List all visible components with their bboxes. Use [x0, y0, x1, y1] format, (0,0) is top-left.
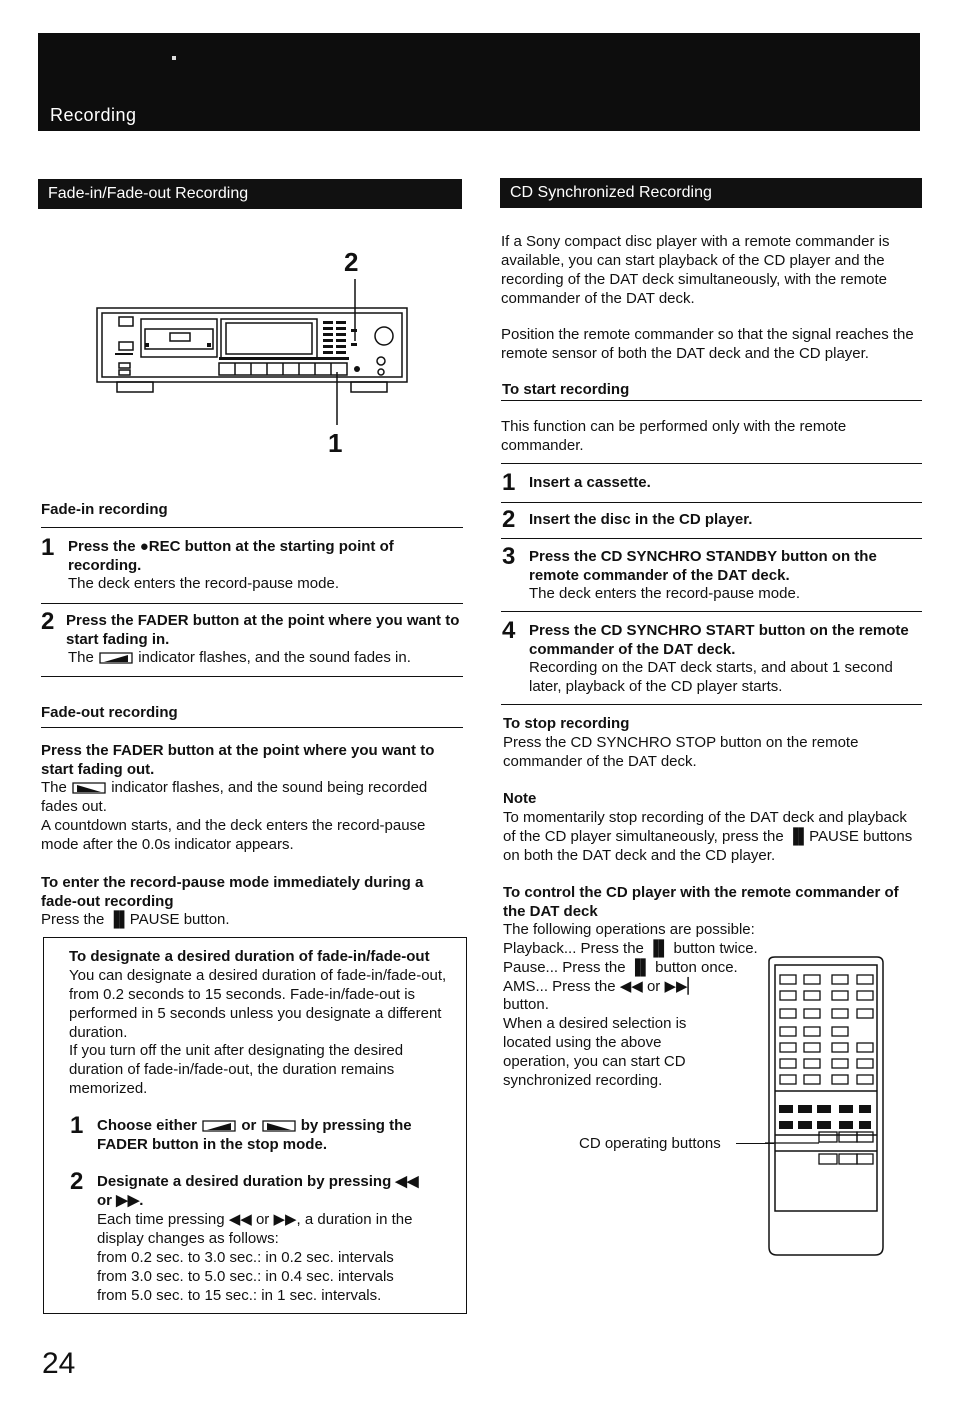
control-line: When a desired selection is: [503, 1015, 687, 1032]
step-title: Press the ●REC button at the starting point of recording.: [68, 538, 394, 574]
step-number: 1: [70, 1112, 84, 1139]
section-heading-cd: CD Synchronized Recording: [500, 178, 922, 208]
fade-in-heading: Fade-in recording: [41, 501, 168, 518]
step-number: 3: [502, 543, 516, 570]
step-number: 4: [502, 617, 516, 644]
divider: [501, 502, 922, 503]
box-para2: If you turn off the unit after designating the desired duration of fade-in/fade-out, the duration remains memorized.: [69, 1042, 404, 1097]
header-banner: [38, 33, 920, 131]
box-heading: To designate a desired duration of fade-in/fade-out: [69, 948, 430, 965]
control-line: located using the above: [503, 1034, 662, 1051]
stop-body: Press the CD SYNCHRO STOP button on the remote commander of the DAT deck.: [503, 734, 859, 770]
note-heading: Note: [503, 790, 537, 807]
control-line: synchronized recording.: [503, 1072, 663, 1089]
page-title: Recording: [50, 105, 137, 125]
step-title: Press the FADER button at the point where you want to start fading in.: [66, 612, 460, 648]
fade-out-instruction: Press the FADER button at the point where you want to start fading out.: [41, 742, 435, 778]
step1-pre: Choose either: [97, 1117, 198, 1134]
step-number: 2: [70, 1168, 84, 1195]
intro-para2: Position the remote commander so that the signal reaches the remote sensor of both the DAT deck and the CD player.: [501, 326, 914, 362]
step-title: Press the CD SYNCHRO START button on the remote commander of the DAT deck.: [529, 622, 909, 658]
step-number: 2: [41, 608, 55, 635]
box-para1: You can designate a desired duration of fade-in/fade-out, from 0.2 seconds to 15 seconds. Fade-in/fade-out is performed in 5 seconds unless you designate a different duration.: [69, 967, 447, 1041]
step-number: 1: [502, 469, 516, 496]
body-post: indicator flashes, and the sound being recorded fades out.: [41, 779, 428, 815]
start-heading: To start recording: [502, 381, 630, 398]
control-heading: To control the CD player with the remote commander of the DAT deck: [503, 884, 899, 920]
fade-in-indicator-icon: [98, 651, 134, 665]
banner-dot: [172, 56, 176, 60]
fade-out-heading: Fade-out recording: [41, 704, 178, 721]
divider: [41, 603, 463, 604]
control-line: AMS... Press the ◀◀ or ▶▶▏: [503, 978, 700, 995]
step-body: The deck enters the record-pause mode.: [529, 585, 800, 602]
interval-line: from 3.0 sec. to 5.0 sec.: in 0.4 sec. intervals: [97, 1268, 394, 1285]
divider: [41, 527, 463, 528]
step1-mid: or: [241, 1117, 257, 1134]
pause-body: Press the ▐▌PAUSE button.: [41, 911, 230, 928]
divider: [41, 727, 463, 728]
note-body: To momentarily stop recording of the DAT deck and playback of the CD player simultaneously, press the ▐▌PAUSE buttons on both the DAT deck and the CD player.: [503, 809, 913, 864]
divider: [41, 676, 463, 677]
interval-line: from 0.2 sec. to 3.0 sec.: in 0.2 sec. intervals: [97, 1249, 394, 1266]
step-title: Press the CD SYNCHRO STANDBY button on the remote commander of the DAT deck.: [529, 548, 877, 584]
step-body: The deck enters the record-pause mode.: [68, 575, 339, 592]
divider: [501, 538, 922, 539]
control-line: Pause... Press the ▐▌ button once.: [503, 959, 738, 976]
step-body: Recording on the DAT deck starts, and about 1 second later, playback of the CD player starts.: [529, 659, 893, 695]
stop-heading: To stop recording: [503, 715, 630, 732]
control-line: operation, you can start CD: [503, 1053, 686, 1070]
divider: [501, 704, 922, 705]
divider: [501, 463, 922, 464]
step-title: Insert the disc in the CD player.: [529, 511, 753, 528]
body-post: indicator flashes, and the sound fades in.: [138, 649, 411, 666]
dat-deck-illustration: [95, 245, 415, 460]
step-number: 2: [502, 506, 516, 533]
control-line: The following operations are possible:: [503, 921, 755, 938]
page-number: 24: [42, 1347, 76, 1380]
start-body: This function can be performed only with the remote commander.: [501, 418, 847, 454]
callout-label: CD operating buttons: [579, 1135, 721, 1152]
fade-in-indicator-icon: [201, 1119, 237, 1133]
step-title: Insert a cassette.: [529, 474, 651, 491]
callout-1: 1: [328, 428, 343, 458]
box-step2-body: Each time pressing ◀◀ or ▶▶, a duration in the display changes as follows:: [97, 1211, 413, 1247]
section-heading-fade: Fade-in/Fade-out Recording: [38, 179, 462, 209]
step-number: 1: [41, 534, 55, 561]
step-body: [68, 648, 463, 667]
callout-2: 2: [344, 247, 359, 277]
control-line: Playback... Press the ▐▌ button twice.: [503, 940, 758, 957]
fade-out-body: [41, 778, 461, 816]
remote-commander-illustration: [765, 955, 887, 1260]
interval-line: from 5.0 sec. to 15 sec.: in 1 sec. intervals.: [97, 1287, 382, 1304]
fade-out-indicator-icon: [261, 1119, 297, 1133]
pause-heading: To enter the record-pause mode immediately during a fade-out recording: [41, 874, 424, 910]
body-pre: The: [41, 779, 67, 796]
control-line: button.: [503, 996, 549, 1013]
intro-para1: If a Sony compact disc player with a remote commander is available, you can start playback of the CD player and the recording of the DAT deck simultaneously, with the remote commander of the DAT deck.: [501, 233, 890, 307]
box-step2-title: Designate a desired duration by pressing ◀◀ or ▶▶.: [97, 1173, 419, 1209]
fade-out-body2: A countdown starts, and the deck enters the record-pause mode after the 0.0s indicator appears.: [41, 817, 426, 853]
divider: [501, 400, 922, 401]
fade-out-indicator-icon: [71, 781, 107, 795]
divider: [501, 611, 922, 612]
step1-post: by pressing the FADER button in the stop mode.: [97, 1117, 412, 1153]
box-step1: [97, 1116, 452, 1154]
body-pre: The: [68, 649, 94, 666]
